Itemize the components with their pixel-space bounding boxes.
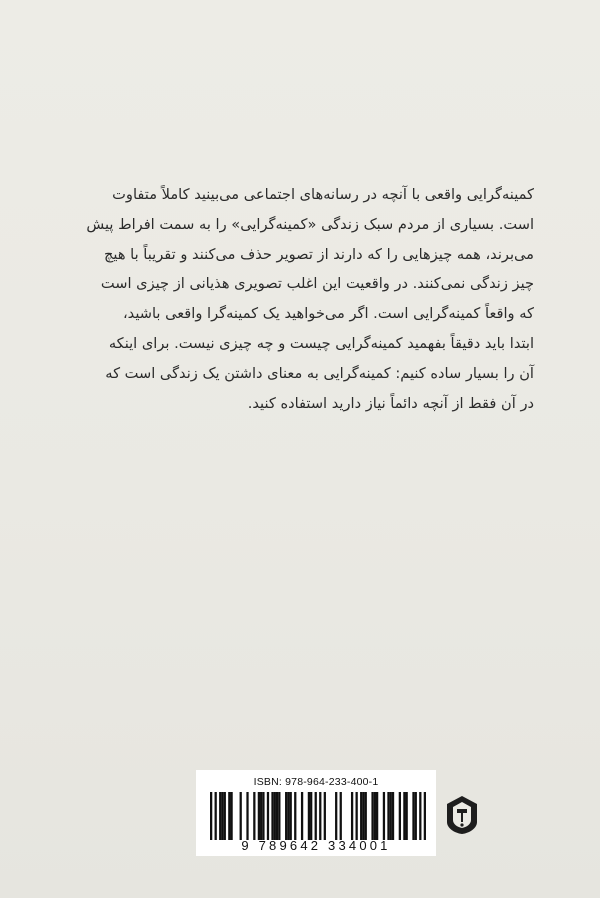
blurb-text <box>64 180 534 418</box>
barcode-bar <box>253 792 255 840</box>
barcode-bar <box>399 792 401 840</box>
barcode-bar <box>221 792 223 840</box>
barcode-bar <box>351 792 353 840</box>
barcode-bar <box>365 792 367 840</box>
blurb-line: است. بسیاری از مردم سبک زندگی «کمینه‌گرایی» را به سمت افراط پیش <box>86 215 534 233</box>
barcode-bar <box>274 792 276 840</box>
barcode-bar <box>267 792 269 840</box>
barcode-bar <box>308 792 310 840</box>
blurb-line: چیز زندگی نمی‌کنند. در واقعیت این اغلب تصویری هذیانی از چیزی است <box>100 275 534 293</box>
barcode-bar <box>262 792 264 840</box>
barcode-bar <box>335 792 337 840</box>
barcode-bar <box>276 792 278 840</box>
barcode-bar <box>224 792 226 840</box>
barcode-bar <box>240 792 242 840</box>
blurb-line: در آن فقط از آنچه دائماً نیاز دارید استفاده کنید. <box>247 394 534 412</box>
barcode-bar <box>246 792 248 840</box>
barcode-bar <box>230 792 232 840</box>
blurb-line: ابتدا باید دقیقاً بفهمید کمینه‌گرایی چیست و چه چیزی نیست. برای اینکه <box>108 334 534 352</box>
barcode-bar <box>294 792 296 840</box>
barcode-bar <box>290 792 292 840</box>
blurb-line: می‌برند، همه چیزهایی را که دارند از تصویر حذف می‌کنند و تقریباً با هیچ <box>104 245 534 263</box>
barcode-digits: 9 789642 334001 <box>241 838 391 853</box>
barcode-bar <box>376 792 378 840</box>
barcode-bar <box>315 792 317 840</box>
barcode-bar <box>340 792 342 840</box>
barcode-bar <box>278 792 280 840</box>
barcode-bar <box>319 792 321 840</box>
barcode-bar <box>419 792 421 840</box>
barcode-bar <box>412 792 414 840</box>
barcode-bar <box>301 792 303 840</box>
barcode-bar <box>228 792 230 840</box>
barcode-bar <box>210 792 212 840</box>
isbn-label: ISBN: 978-964-233-400-1 <box>253 776 379 788</box>
barcode-bars <box>210 792 426 840</box>
barcode-bar <box>390 792 392 840</box>
isbn-barcode <box>196 770 436 856</box>
barcode-bar <box>219 792 221 840</box>
barcode-bar <box>387 792 389 840</box>
barcode-bar <box>424 792 426 840</box>
barcode-bar <box>371 792 373 840</box>
barcode-bar <box>406 792 408 840</box>
barcode-bar <box>324 792 326 840</box>
barcode-bar <box>310 792 312 840</box>
barcode-bar <box>362 792 364 840</box>
barcode-bar <box>258 792 260 840</box>
barcode-bar <box>285 792 287 840</box>
barcode-bar <box>271 792 273 840</box>
barcode-bar <box>356 792 358 840</box>
barcode-bar <box>415 792 417 840</box>
barcode-bar <box>287 792 289 840</box>
barcode-bar <box>260 792 262 840</box>
barcode-bar <box>215 792 217 840</box>
barcode-bar <box>360 792 362 840</box>
blurb-line: آن را بسیار ساده کنیم: کمینه‌گرایی به معنای داشتن یک زندگی است که <box>105 364 534 382</box>
barcode-bar <box>374 792 376 840</box>
barcode-bar <box>403 792 405 840</box>
barcode-bar <box>392 792 394 840</box>
blurb-line: کمینه‌گرایی واقعی با آنچه در رسانه‌های اجتماعی می‌بینید کاملاً متفاوت <box>112 186 534 203</box>
blurb-line: که واقعاً کمینه‌گرایی است. اگر می‌خواهید یک کمینه‌گرا واقعی باشید، <box>122 305 534 323</box>
publisher-logo-icon <box>444 795 480 835</box>
barcode-bar <box>383 792 385 840</box>
